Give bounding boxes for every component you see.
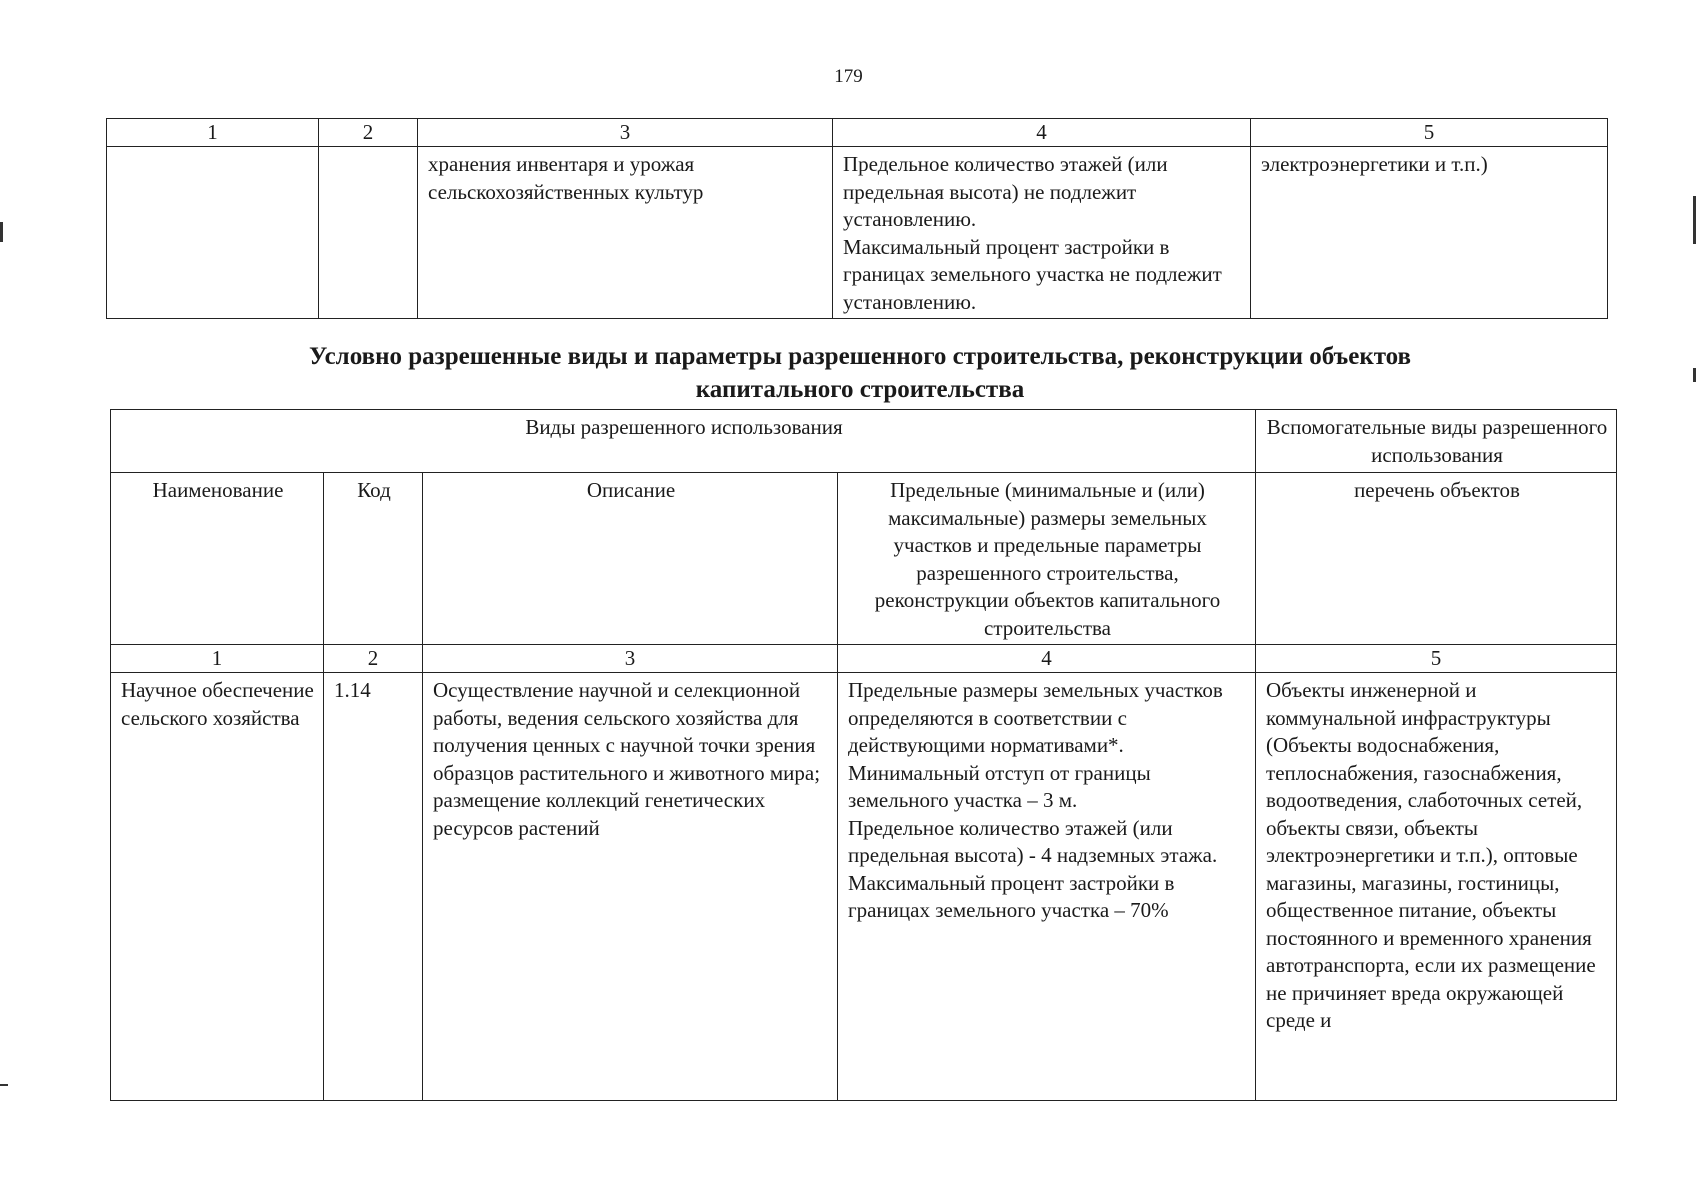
- auxiliary-text: электроэнергетики и т.п.): [1261, 152, 1488, 176]
- column-header-row: [111, 473, 1617, 645]
- auxiliary-cell: [1256, 673, 1617, 1101]
- scan-margin-mark: [0, 222, 3, 242]
- column-number: 3: [423, 645, 838, 673]
- parameter-line: Максимальный процент застройки в границах земельного участка – 70%: [848, 870, 1175, 922]
- description-cell: [423, 673, 838, 1101]
- column-number: 1: [107, 119, 319, 147]
- table-row: [111, 673, 1617, 1101]
- continuation-table: [106, 118, 1608, 319]
- section-title-line: капитального строительства: [695, 376, 1025, 403]
- auxiliary-text: Объекты инженерной и коммунальной инфраструктуры (Объекты водоснабжения, теплоснабжения, газоснабжения, водоотведения, слаботочных сетей, объекты связи, объекты электроэнергетики и т.п.), оптовые магазины, магазины, гостиницы, общественное питание, объекты постоянного и временного хранения автотранспорта, если их размещение не причиняет вреда окружающей среде и: [1266, 678, 1596, 1032]
- scan-margin-mark: [0, 1084, 8, 1086]
- parameters-header: Предельные (минимальные и (или) максимальные) размеры земельных участков и предельные параметры разрешенного строительства, реконструкции объектов капитального строительства: [838, 473, 1256, 645]
- column-number: 2: [324, 645, 423, 673]
- description-header: Описание: [423, 473, 838, 645]
- auxiliary-uses-header: Вспомогательные виды разрешенного использования: [1256, 410, 1617, 473]
- column-number: 5: [1256, 645, 1617, 673]
- table-row: [107, 147, 1608, 319]
- parameter-line: Минимальный отступ от границы земельного участка – 3 м.: [848, 760, 1151, 812]
- page-number: 179: [834, 66, 863, 87]
- use-name: Научное обеспечение сельского хозяйства: [121, 678, 314, 730]
- name-cell: [107, 147, 319, 319]
- code-header: Код: [324, 473, 423, 645]
- code-cell: [324, 673, 423, 1101]
- use-code: 1.14: [334, 678, 371, 702]
- scan-margin-mark: [1693, 196, 1696, 244]
- scan-margin-mark: [1693, 368, 1696, 382]
- parameter-line: Максимальный процент застройки в границах земельного участка не подлежит установлению.: [843, 234, 1222, 314]
- name-cell: [111, 673, 324, 1101]
- parameters-cell: [833, 147, 1251, 319]
- column-number: 4: [833, 119, 1251, 147]
- parameter-line: Предельные размеры земельных участков определяются в соответствии с действующими нормативами*.: [848, 678, 1223, 757]
- description-text: хранения инвентаря и урожая сельскохозяйственных культур: [428, 152, 704, 204]
- parameter-line: Предельное количество этажей (или предельная высота) не подлежит установлению.: [843, 152, 1168, 231]
- column-number-row: [111, 645, 1617, 673]
- section-title-line: Условно разрешенные виды и параметры разрешенного строительства, реконструкции объектов: [308, 343, 1412, 370]
- auxiliary-cell: [1251, 147, 1608, 319]
- name-header: Наименование: [111, 473, 324, 645]
- description-line: размещение коллекций генетических ресурсов растений: [433, 788, 766, 840]
- column-number: 4: [838, 645, 1256, 673]
- permitted-uses-header: Виды разрешенного использования: [111, 410, 1256, 473]
- description-cell: [418, 147, 833, 319]
- objects-list-header: перечень объектов: [1256, 473, 1617, 645]
- section-title: [160, 340, 1560, 406]
- parameters-cell: [838, 673, 1256, 1101]
- parameter-line: Предельное количество этажей (или предельная высота) - 4 надземных этажа.: [848, 815, 1218, 867]
- column-number: 2: [319, 119, 418, 147]
- code-cell: [319, 147, 418, 319]
- group-header-row: [111, 410, 1617, 473]
- column-number: 1: [111, 645, 324, 673]
- column-number: 3: [418, 119, 833, 147]
- conditional-use-table: [110, 409, 1617, 1101]
- description-line: Осуществление научной и селекционной работы, ведения сельского хозяйства для получения ценных с научной точки зрения образцов растительного и животного мира;: [433, 678, 821, 785]
- column-number: 5: [1251, 119, 1608, 147]
- column-number-row: [107, 119, 1608, 147]
